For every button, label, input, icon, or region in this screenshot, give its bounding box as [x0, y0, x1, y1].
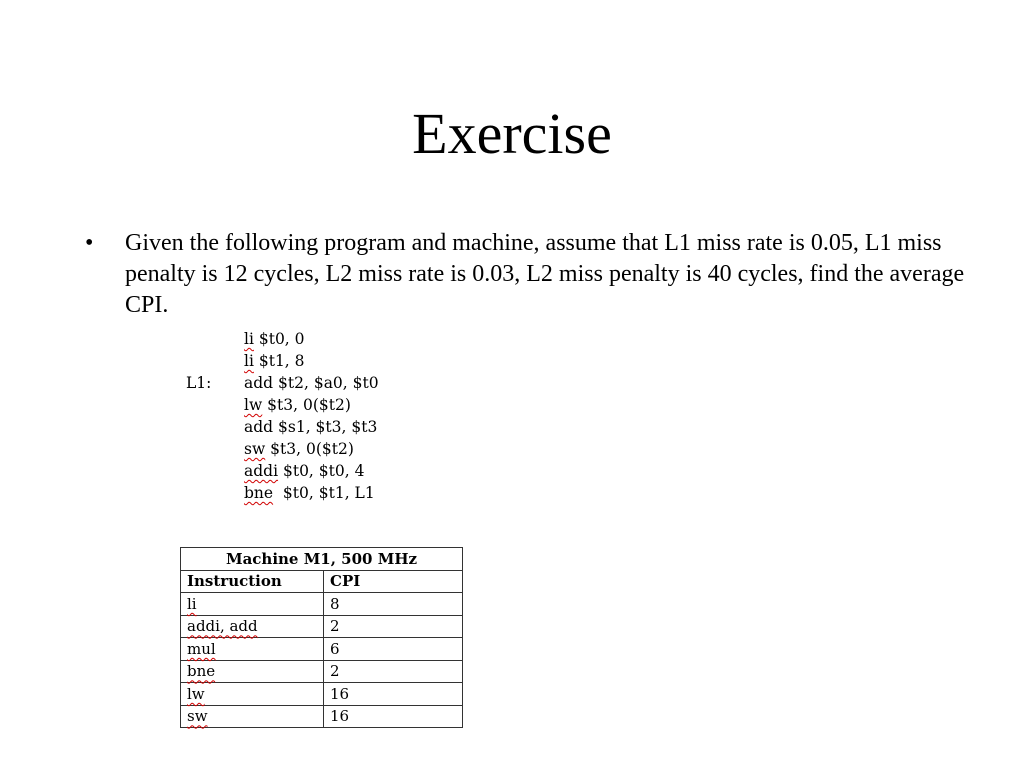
slide-title: Exercise [412, 101, 612, 166]
column-header-cpi: CPI [324, 570, 463, 593]
code-line [186, 372, 379, 394]
code-opcode: lw [244, 396, 263, 414]
code-label [186, 416, 244, 438]
code-label: L1: [186, 374, 212, 392]
code-line [186, 394, 379, 416]
code-line [186, 350, 379, 372]
table-caption: Machine M1, 500 MHz [181, 548, 463, 571]
code-label [186, 460, 244, 482]
code-args: $t0, $t0, 4 [278, 462, 365, 480]
table-row [181, 683, 463, 706]
machine-cpi-table [180, 547, 463, 728]
cpi-cell: 16 [324, 683, 463, 706]
bullet-text: Given the following program and machine, assume that L1 miss rate is 0.05, L1 miss penalty is 12 cycles, L2 miss rate is 0.03, L2 miss penalty is 40 cycles, find the average CPI. [125, 230, 965, 318]
code-line [186, 460, 379, 482]
assembly-code-block [186, 328, 379, 504]
code-line [186, 416, 379, 438]
code-args: $t3, 0($t2) [262, 396, 351, 414]
code-line [186, 328, 379, 350]
code-label [186, 350, 244, 372]
table-row [181, 705, 463, 728]
instruction-cell: addi, add [187, 617, 258, 636]
code-args: $t3, 0($t2) [265, 440, 354, 458]
cpi-cell: 8 [324, 593, 463, 616]
table-row [181, 660, 463, 683]
code-label [186, 438, 244, 460]
code-label [186, 482, 244, 504]
code-opcode: li [244, 352, 254, 370]
cpi-cell: 6 [324, 638, 463, 661]
bullet-icon: • [85, 230, 94, 256]
column-header-instruction: Instruction [181, 570, 324, 593]
code-opcode: bne [244, 484, 274, 502]
cpi-cell: 16 [324, 705, 463, 728]
instruction-cell: sw [187, 707, 208, 726]
table-row [181, 638, 463, 661]
code-label [186, 394, 244, 416]
code-opcode: li [244, 330, 254, 348]
code-args: $t2, $a0, $t0 [273, 374, 379, 392]
instruction-cell: lw [187, 684, 205, 703]
table-header-row [181, 570, 463, 593]
cpi-cell: 2 [324, 615, 463, 638]
code-args: $t0, 0 [253, 330, 305, 348]
bullet-item [85, 228, 965, 321]
code-label [186, 328, 244, 350]
table-caption-row [181, 548, 463, 571]
code-args: $s1, $t3, $t3 [273, 418, 378, 436]
code-args: $t0, $t1, L1 [273, 484, 375, 502]
table-row [181, 615, 463, 638]
code-line [186, 438, 379, 460]
instruction-cell: mul [187, 639, 216, 658]
code-opcode: addi [244, 462, 279, 480]
instruction-cell: li [187, 594, 197, 613]
table-row [181, 593, 463, 616]
cpi-cell: 2 [324, 660, 463, 683]
code-opcode: add [244, 374, 274, 392]
instruction-cell: bne [187, 662, 216, 681]
code-opcode: sw [244, 440, 266, 458]
code-line [186, 482, 379, 504]
code-opcode: add [244, 418, 274, 436]
code-args: $t1, 8 [253, 352, 305, 370]
